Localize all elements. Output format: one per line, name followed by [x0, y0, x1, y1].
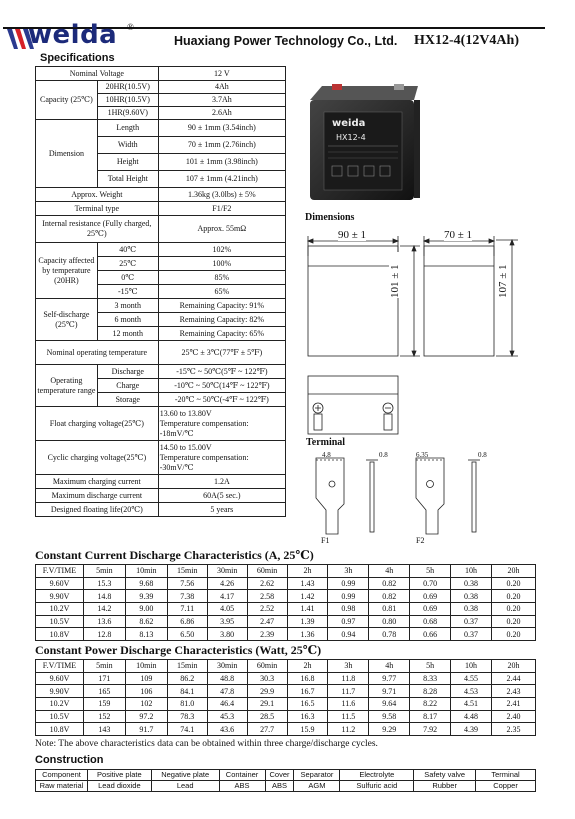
label-cell: Cyclic charging voltage(25℃) [36, 441, 159, 475]
table-row [36, 577, 536, 590]
value-cell: Remaining Capacity: 82% [158, 313, 285, 327]
spec-table [35, 66, 286, 517]
table-cell: 109 [125, 672, 167, 685]
f1-label: F1 [321, 536, 330, 545]
table-cell: 2.40 [492, 710, 536, 723]
sub-cell: 10HR(10.5V) [97, 94, 158, 107]
table-cell: 9.29 [369, 723, 410, 736]
value-cell: 12 V [158, 67, 285, 81]
value-cell: -10℃ ~ 50℃(14℉ ~ 122℉) [158, 379, 285, 393]
table-cell: 74.1 [167, 723, 207, 736]
table-cell: 152 [83, 710, 125, 723]
table-cell: 106 [125, 685, 167, 698]
table-cell: 97.2 [125, 710, 167, 723]
table-cell: 0.80 [369, 615, 410, 628]
value-cell [158, 441, 285, 475]
table-cell: 171 [83, 672, 125, 685]
sub-cell: 25℃ [97, 257, 158, 271]
value-cell: 25℃ ± 3℃(77℉ ± 5℉) [158, 341, 285, 365]
table-cell: 11.5 [328, 710, 369, 723]
table-cell: 28.5 [247, 710, 287, 723]
label-cell: Designed floating life(20℃) [36, 503, 159, 517]
table-cell: 8.17 [410, 710, 451, 723]
cyclic-voltage: 14.50 to 15.00V [159, 442, 212, 452]
table-cell: 10.2V [36, 603, 84, 616]
table-cell: 81.0 [167, 698, 207, 711]
table-cell: 13.6 [83, 615, 125, 628]
value-cell: 65% [158, 285, 285, 299]
table-cell: 11.2 [328, 723, 369, 736]
column-header: 30min [207, 660, 247, 673]
table-cell: 0.38 [451, 590, 492, 603]
value-cell: 5 years [158, 503, 285, 517]
table-cell: 0.81 [369, 603, 410, 616]
table-cell: 15.3 [83, 577, 125, 590]
table-cell: 0.97 [328, 615, 369, 628]
column-header: 10min [125, 660, 167, 673]
table-cell: 14.2 [83, 603, 125, 616]
company-name: Huaxiang Power Technology Co., Ltd. [174, 34, 398, 48]
sub-cell: 12 month [97, 327, 158, 341]
value-cell: 1.2A [158, 475, 285, 489]
column-header: 5h [410, 565, 451, 578]
terminal-title: Terminal [306, 437, 346, 448]
spec-title: Specifications [40, 52, 115, 64]
dimensions-drawing [300, 226, 530, 444]
table-cell: 16.8 [287, 672, 328, 685]
table-cell: Copper [476, 781, 536, 792]
table-cell: 2.39 [247, 628, 287, 641]
table-cell: AGM [294, 781, 340, 792]
column-header: Safety valve [414, 770, 476, 781]
table-cell: 2.52 [247, 603, 287, 616]
column-header: Negative plate [151, 770, 219, 781]
table-cell: 2.41 [492, 698, 536, 711]
column-header: Component [36, 770, 88, 781]
sub-cell: 6 month [97, 313, 158, 327]
table-cell: 8.22 [410, 698, 451, 711]
note-text: Note: The above characteristics data can be obtained within three charge/discharge cycles. [35, 739, 378, 749]
table-cell: 47.8 [207, 685, 247, 698]
f1-width: 4.8 [322, 451, 331, 459]
table-cell: 9.39 [125, 590, 167, 603]
table-cell: Sulfuric acid [340, 781, 414, 792]
sub-cell: Total Height [97, 171, 158, 188]
table-cell: 1.43 [287, 577, 328, 590]
column-header: Separator [294, 770, 340, 781]
table-cell: 4.53 [451, 685, 492, 698]
table-cell: 12.8 [83, 628, 125, 641]
table-cell: 3.80 [207, 628, 247, 641]
current-discharge-table [35, 564, 536, 641]
column-header: Positive plate [87, 770, 151, 781]
table-cell: 0.69 [410, 603, 451, 616]
sub-cell: -15℃ [97, 285, 158, 299]
table-cell: Lead [151, 781, 219, 792]
table-cell: 9.64 [369, 698, 410, 711]
table-cell: 11.6 [328, 698, 369, 711]
value-cell [158, 407, 285, 441]
value-cell: 2.6Ah [158, 107, 285, 120]
table-cell: 0.20 [492, 577, 536, 590]
table-cell: 6.50 [167, 628, 207, 641]
table-cell: 43.6 [207, 723, 247, 736]
value-cell: -15℃ ~ 50℃(5℉ ~ 122℉) [158, 365, 285, 379]
column-header: 3h [328, 660, 369, 673]
table-row [36, 615, 536, 628]
table-cell: 2.47 [247, 615, 287, 628]
table-cell: 0.66 [410, 628, 451, 641]
value-cell: F1/F2 [158, 202, 285, 216]
table-cell: 78.3 [167, 710, 207, 723]
table-cell: 143 [83, 723, 125, 736]
column-header: 15min [167, 565, 207, 578]
column-header: 10min [125, 565, 167, 578]
battery-image [302, 82, 426, 204]
table-cell: 0.94 [328, 628, 369, 641]
table-row [36, 672, 536, 685]
table-cell: 1.41 [287, 603, 328, 616]
float-comp-label: Temperature compensation: [159, 418, 249, 428]
value-cell: 102% [158, 243, 285, 257]
sub-cell: Storage [97, 393, 158, 407]
power-table-title: Constant Power Discharge Characteristics (Watt, 25℃) [35, 643, 322, 657]
table-cell: 0.20 [492, 590, 536, 603]
table-cell: 7.38 [167, 590, 207, 603]
sub-cell: 40℃ [97, 243, 158, 257]
table-cell: 10.8V [36, 628, 84, 641]
value-cell: 1.36kg (3.0lbs) ± 5% [158, 188, 285, 202]
table-cell: 165 [83, 685, 125, 698]
header-row [36, 660, 536, 673]
sub-cell: Height [97, 154, 158, 171]
column-header: 2h [287, 660, 328, 673]
column-header: 4h [369, 565, 410, 578]
value-cell: 60A(5 sec.) [158, 489, 285, 503]
value-cell: 3.7Ah [158, 94, 285, 107]
table-cell: 16.5 [287, 698, 328, 711]
column-header: 30min [207, 565, 247, 578]
f1-thickness: 0.8 [379, 451, 388, 459]
value-cell: Remaining Capacity: 65% [158, 327, 285, 341]
table-cell: 2.35 [492, 723, 536, 736]
table-cell: 15.9 [287, 723, 328, 736]
column-header: Cover [265, 770, 294, 781]
table-cell: 0.37 [451, 615, 492, 628]
table-cell: 0.82 [369, 577, 410, 590]
table-cell: 0.38 [451, 577, 492, 590]
sub-cell: 20HR(10.5V) [97, 81, 158, 94]
table-cell: 10.8V [36, 723, 84, 736]
header-row [36, 565, 536, 578]
table-cell: 4.55 [451, 672, 492, 685]
table-cell: 2.62 [247, 577, 287, 590]
battery-model: HX12-4 [336, 133, 366, 142]
sub-cell: Charge [97, 379, 158, 393]
column-header: Container [219, 770, 265, 781]
table-cell: 10.2V [36, 698, 84, 711]
column-header: 20h [492, 660, 536, 673]
table-row [36, 685, 536, 698]
table-cell: 30.3 [247, 672, 287, 685]
table-cell: 0.98 [328, 603, 369, 616]
table-cell: 16.7 [287, 685, 328, 698]
f2-thickness: 0.8 [478, 451, 487, 459]
float-comp-value: -18mV/℃ [159, 428, 194, 438]
table-cell: 8.62 [125, 615, 167, 628]
table-cell: ABS [219, 781, 265, 792]
table-cell: 7.92 [410, 723, 451, 736]
float-voltage: 13.60 to 13.80V [159, 408, 212, 418]
table-cell: 2.43 [492, 685, 536, 698]
table-cell: 0.70 [410, 577, 451, 590]
table-cell: 0.78 [369, 628, 410, 641]
label-cell: Internal resistance (Fully charged, 25℃) [36, 216, 159, 243]
table-row [36, 781, 536, 792]
table-cell: 29.9 [247, 685, 287, 698]
column-header: 2h [287, 565, 328, 578]
table-cell: 1.39 [287, 615, 328, 628]
column-header: 10h [451, 660, 492, 673]
table-cell: 27.7 [247, 723, 287, 736]
column-header: F.V/TIME [36, 660, 84, 673]
label-cell: Capacity affected by temperature (20HR) [36, 243, 98, 299]
value-cell: 70 ± 1mm (2.76inch) [158, 137, 285, 154]
table-cell: Lead dioxide [87, 781, 151, 792]
label-cell: Nominal operating temperature [36, 341, 159, 365]
column-header: 60min [247, 660, 287, 673]
sub-cell: Width [97, 137, 158, 154]
table-row [36, 710, 536, 723]
table-cell: Rubber [414, 781, 476, 792]
table-cell: 7.56 [167, 577, 207, 590]
table-cell: 0.68 [410, 615, 451, 628]
table-cell: 16.3 [287, 710, 328, 723]
table-cell: 8.28 [410, 685, 451, 698]
label-cell: Self-discharge (25℃) [36, 299, 98, 341]
brand-logo [6, 20, 134, 54]
column-header: 3h [328, 565, 369, 578]
table-cell: 0.20 [492, 628, 536, 641]
table-cell: 0.20 [492, 615, 536, 628]
table-cell: 11.7 [328, 685, 369, 698]
table-cell: 9.77 [369, 672, 410, 685]
table-cell: 9.90V [36, 685, 84, 698]
value-cell: 90 ± 1mm (3.54inch) [158, 120, 285, 137]
column-header: 5h [410, 660, 451, 673]
table-cell: 9.68 [125, 577, 167, 590]
table-cell: ABS [265, 781, 294, 792]
table-cell: 2.58 [247, 590, 287, 603]
dim-height: 101 ± 1 [389, 252, 401, 298]
table-cell: 4.26 [207, 577, 247, 590]
table-row [36, 698, 536, 711]
f2-label: F2 [416, 536, 425, 545]
dim-length: 90 ± 1 [338, 229, 367, 241]
table-cell: 11.8 [328, 672, 369, 685]
sub-cell: 0℃ [97, 271, 158, 285]
table-cell: 14.8 [83, 590, 125, 603]
table-cell: 9.90V [36, 590, 84, 603]
column-header: Electrolyte [340, 770, 414, 781]
table-cell: 0.20 [492, 603, 536, 616]
table-cell: 159 [83, 698, 125, 711]
table-cell: 4.17 [207, 590, 247, 603]
table-cell: 45.3 [207, 710, 247, 723]
table-cell: 2.44 [492, 672, 536, 685]
value-cell: 100% [158, 257, 285, 271]
table-cell: 9.60V [36, 672, 84, 685]
column-header: 20h [492, 565, 536, 578]
value-cell: -20℃ ~ 50℃(-4℉ ~ 122℉) [158, 393, 285, 407]
table-cell: 9.71 [369, 685, 410, 698]
column-header: Terminal [476, 770, 536, 781]
terminal-drawing [304, 450, 504, 542]
label-cell: Dimension [36, 120, 98, 188]
column-header: 5min [83, 565, 125, 578]
table-cell: 46.4 [207, 698, 247, 711]
table-cell: 1.36 [287, 628, 328, 641]
registered-mark: ® [127, 22, 134, 32]
cyclic-comp-value: -30mV/℃ [159, 462, 194, 472]
battery-brand: weida [332, 118, 366, 129]
table-cell: 10.5V [36, 615, 84, 628]
table-cell: 0.82 [369, 590, 410, 603]
value-cell: 4Ah [158, 81, 285, 94]
column-header: 15min [167, 660, 207, 673]
table-cell: 48.8 [207, 672, 247, 685]
table-cell: 0.99 [328, 577, 369, 590]
table-cell: 1.42 [287, 590, 328, 603]
model-title: HX12-4(12V4Ah) [414, 33, 519, 48]
cyclic-comp-label: Temperature compensation: [159, 452, 249, 462]
table-cell: 6.86 [167, 615, 207, 628]
table-cell: 9.58 [369, 710, 410, 723]
table-cell: 4.51 [451, 698, 492, 711]
label-cell: Capacity (25℃) [36, 81, 98, 120]
sub-cell: 1HR(9.60V) [97, 107, 158, 120]
table-cell: 10.5V [36, 710, 84, 723]
column-header: 4h [369, 660, 410, 673]
table-cell: 102 [125, 698, 167, 711]
label-cell: Operating temperature range [36, 365, 98, 407]
column-header: F.V/TIME [36, 565, 84, 578]
dim-width: 70 ± 1 [444, 229, 473, 241]
f2-width: 6.35 [416, 451, 429, 459]
table-cell: 84.1 [167, 685, 207, 698]
table-cell: Raw material [36, 781, 88, 792]
construction-title: Construction [35, 754, 104, 766]
value-cell: 85% [158, 271, 285, 285]
table-cell: 0.38 [451, 603, 492, 616]
value-cell: 107 ± 1mm (4.21inch) [158, 171, 285, 188]
label-cell: Nominal Voltage [36, 67, 159, 81]
value-cell: Remaining Capacity: 91% [158, 299, 285, 313]
table-cell: 29.1 [247, 698, 287, 711]
column-header: 60min [247, 565, 287, 578]
table-cell: 86.2 [167, 672, 207, 685]
label-cell: Terminal type [36, 202, 159, 216]
label-cell: Maximum discharge current [36, 489, 159, 503]
table-cell: 3.95 [207, 615, 247, 628]
column-header: 5min [83, 660, 125, 673]
table-cell: 4.39 [451, 723, 492, 736]
table-row [36, 603, 536, 616]
table-row [36, 590, 536, 603]
table-cell: 0.69 [410, 590, 451, 603]
value-cell: 101 ± 1mm (3.98inch) [158, 154, 285, 171]
table-cell: 9.00 [125, 603, 167, 616]
label-cell: Float charging voltage(25℃) [36, 407, 159, 441]
construction-table [35, 769, 536, 792]
table-row [36, 723, 536, 736]
current-table-title: Constant Current Discharge Characteristics (A, 25℃) [35, 548, 314, 562]
sub-cell: Length [97, 120, 158, 137]
table-cell: 91.7 [125, 723, 167, 736]
table-cell: 0.99 [328, 590, 369, 603]
brand-name: weida [28, 20, 118, 50]
power-discharge-table [35, 659, 536, 736]
label-cell: Maximum charging current [36, 475, 159, 489]
value-cell: Approx. 55mΩ [158, 216, 285, 243]
sub-cell: 3 month [97, 299, 158, 313]
sub-cell: Discharge [97, 365, 158, 379]
column-header: 10h [451, 565, 492, 578]
header-row [36, 770, 536, 781]
table-row [36, 628, 536, 641]
table-cell: 9.60V [36, 577, 84, 590]
table-cell: 7.11 [167, 603, 207, 616]
table-cell: 4.48 [451, 710, 492, 723]
table-cell: 8.33 [410, 672, 451, 685]
dimensions-title: Dimensions [305, 212, 355, 223]
dim-total-height: 107 ± 1 [497, 252, 509, 298]
table-cell: 4.05 [207, 603, 247, 616]
table-cell: 0.37 [451, 628, 492, 641]
table-cell: 8.13 [125, 628, 167, 641]
label-cell: Approx. Weight [36, 188, 159, 202]
